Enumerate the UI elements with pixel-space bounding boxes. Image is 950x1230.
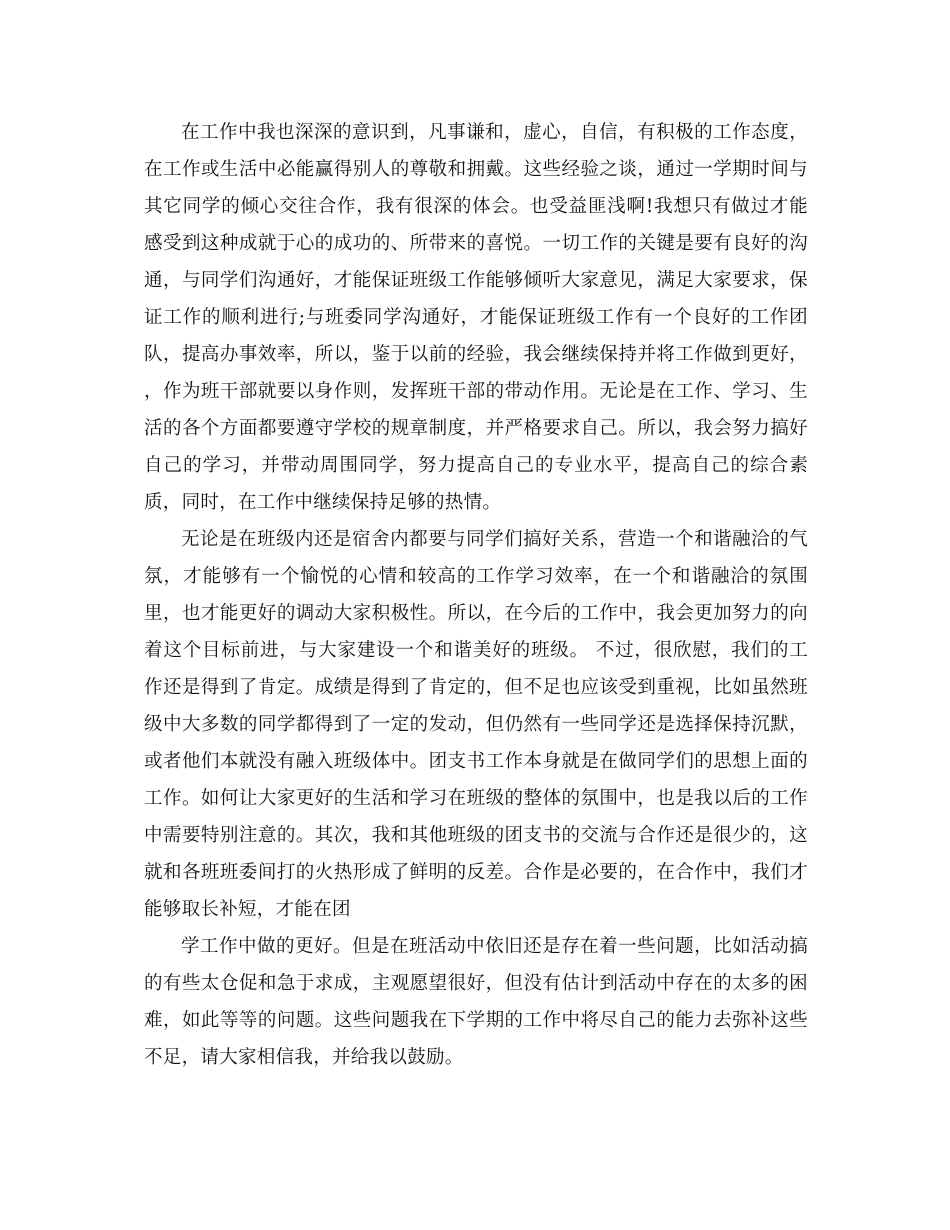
document-body <box>144 114 808 1076</box>
paragraph-1: 在工作中我也深深的意识到，凡事谦和，虚心，自信，有积极的工作态度，在工作或生活中必能赢得别人的尊敬和拥戴。这些经验之谈，通过一学期时间与其它同学的倾心交往合作，我有很深的体会。也受益匪浅啊!我想只有做过才能感受到这种成就于心的成功的、所带来的喜悦。一切工作的关键是要有良好的沟通，与同学们沟通好，才能保证班级工作能够倾听大家意见，满足大家要求，保证工作的顺利进行;与班委同学沟通好，才能保证班级工作有一个良好的工作团队，提高办事效率，所以，鉴于以前的经验，我会继续保持并将工作做到更好， ，作为班干部就要以身作则，发挥班干部的带动作用。无论是在工作、学习、生活的各个方面都要遵守学校的规章制度，并严格要求自己。所以，我会努力搞好自己的学习，并带动周围同学，努力提高自己的专业水平，提高自己的综合素质，同时，在工作中继续保持足够的热情。 <box>144 122 808 513</box>
paragraph-3: 学工作中做的更好。但是在班活动中依旧还是存在着一些问题，比如活动搞的有些太仓促和急于求成，主观愿望很好，但没有估计到活动中存在的太多的困难，如此等等的问题。这些问题我在下学期的工作中将尽自己的能力去弥补这些不足，请大家相信我，并给我以鼓励。 <box>144 936 808 1068</box>
paragraph-2: 无论是在班级内还是宿舍内都要与同学们搞好关系，营造一个和谐融洽的气氛，才能够有一个愉悦的心情和较高的工作学习效率，在一个和谐融洽的氛围里，也才能更好的调动大家积极性。所以，在今后的工作中，我会更加努力的向着这个目标前进，与大家建设一个和谐美好的班级。 不过，很欣慰，我们的工作还是得到了肯定。成绩是得到了肯定的，但不足也应该受到重视，比如虽然班级中大多数的同学都得到了一定的发动，但仍然有一些同学还是选择保持沉默，或者他们本就没有融入班级体中。团支书工作本身就是在做同学们的思想上面的工作。如何让大家更好的生活和学习在班级的整体的氛围中，也是我以后的工作中需要特别注意的。其次，我和其他班级的团支书的交流与合作还是很少的，这就和各班班委间打的火热形成了鲜明的反差。合作是必要的，在合作中，我们才能够取长补短，才能在团 <box>144 529 808 920</box>
